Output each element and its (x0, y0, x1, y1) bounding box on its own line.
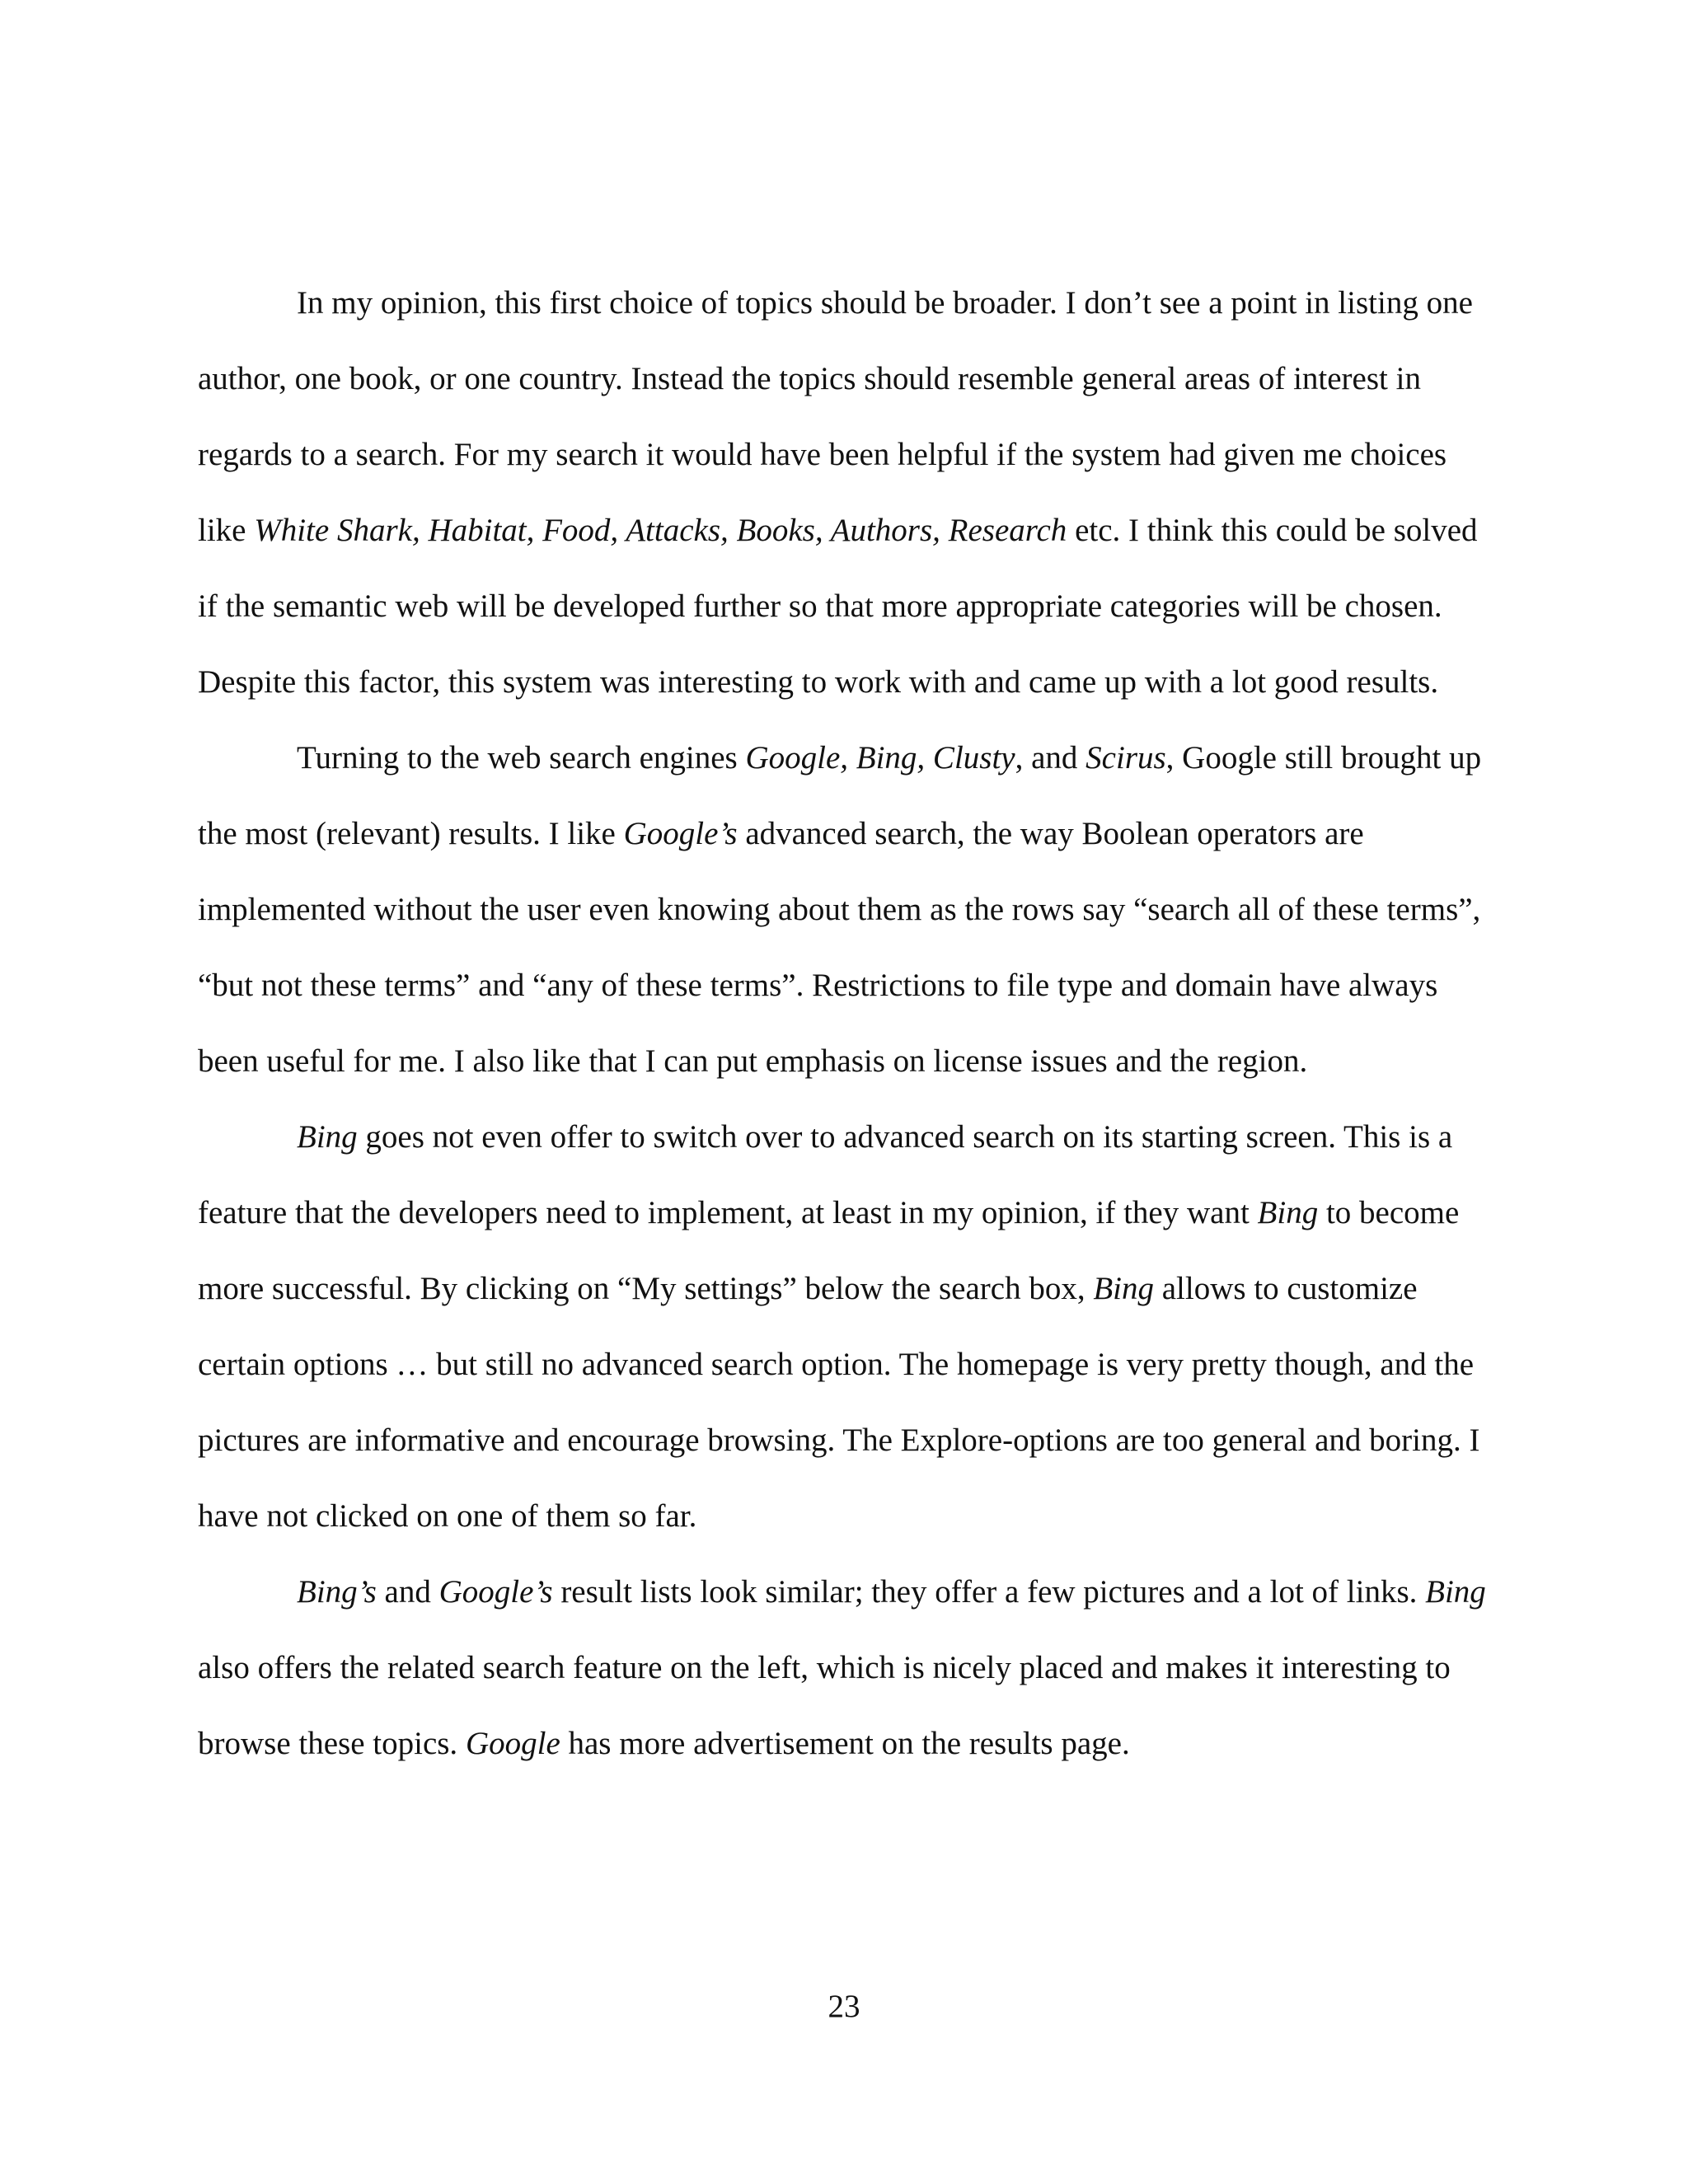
text-run: to become more successful. By clicking on “My settings” below the search box, (198, 1195, 1460, 1306)
paragraph-3 (198, 1099, 1496, 1554)
text-run: result lists look similar; they offer a few pictures and a lot of links. (552, 1574, 1426, 1610)
text-run: , and (1015, 740, 1086, 776)
text-run: and (376, 1574, 439, 1610)
text-run: goes not even offer to switch over to advanced search on its starting screen. This is a feature that the developers need to implement, at least in my opinion, if they want (198, 1119, 1453, 1230)
paragraph-4 (198, 1554, 1496, 1782)
italic-text: Bing (1425, 1574, 1486, 1610)
text-run: In my opinion, this first choice of topics should be broader. I don’t see a point in listing one author, one book, or one country. Instead the topics should resemble general areas of interest in regards to a search. For my search it would have been helpful if the system had given me choices like (198, 285, 1473, 548)
body-text (198, 265, 1496, 1782)
page-number: 23 (828, 1989, 860, 2024)
italic-text: White Shark, Habitat, Food, Attacks, Books, Authors, Research (254, 513, 1067, 548)
text-run: has more advertisement on the results page. (560, 1726, 1130, 1761)
text-run: etc. I think this could be solved if the semantic web will be developed further so that more appropriate categories will be chosen. Despite this factor, this system was interesting to work with and came up with a lot good results. (198, 513, 1478, 700)
text-run: , Google still brought up the most (relevant) results. I like (198, 740, 1482, 851)
italic-text: Scirus (1085, 740, 1166, 776)
text-run: also offers the related search feature on the left, which is nicely placed and makes it interesting to browse these topics. (198, 1650, 1451, 1761)
italic-text: Google, Bing, Clusty (745, 740, 1015, 776)
italic-text: Google (465, 1726, 560, 1761)
italic-text: Google’s (438, 1574, 553, 1610)
italic-text: Bing (297, 1119, 358, 1155)
italic-text: Bing’s (297, 1574, 377, 1610)
italic-text: Bing (1257, 1195, 1319, 1230)
text-run: allows to customize certain options … but still no advanced search option. The homepage is very pretty though, and the pictures are informative and encourage browsing. The Explore-options are too general and boring. I have not clicked on one of them so far. (198, 1271, 1480, 1534)
paragraph-2 (198, 720, 1496, 1099)
paragraph-1 (198, 265, 1496, 720)
italic-text: Google’s (623, 816, 738, 851)
text-run: advanced search, the way Boolean operators are implemented without the user even knowing about them as the rows say “search all of these terms”, “but not these terms” and “any of these terms”. Restrictions to file type and domain have always been useful for me. I also like that I can put emphasis on license issues and the region. (198, 816, 1481, 1079)
text-run: Turning to the web search engines (297, 740, 746, 776)
italic-text: Bing (1093, 1271, 1154, 1306)
